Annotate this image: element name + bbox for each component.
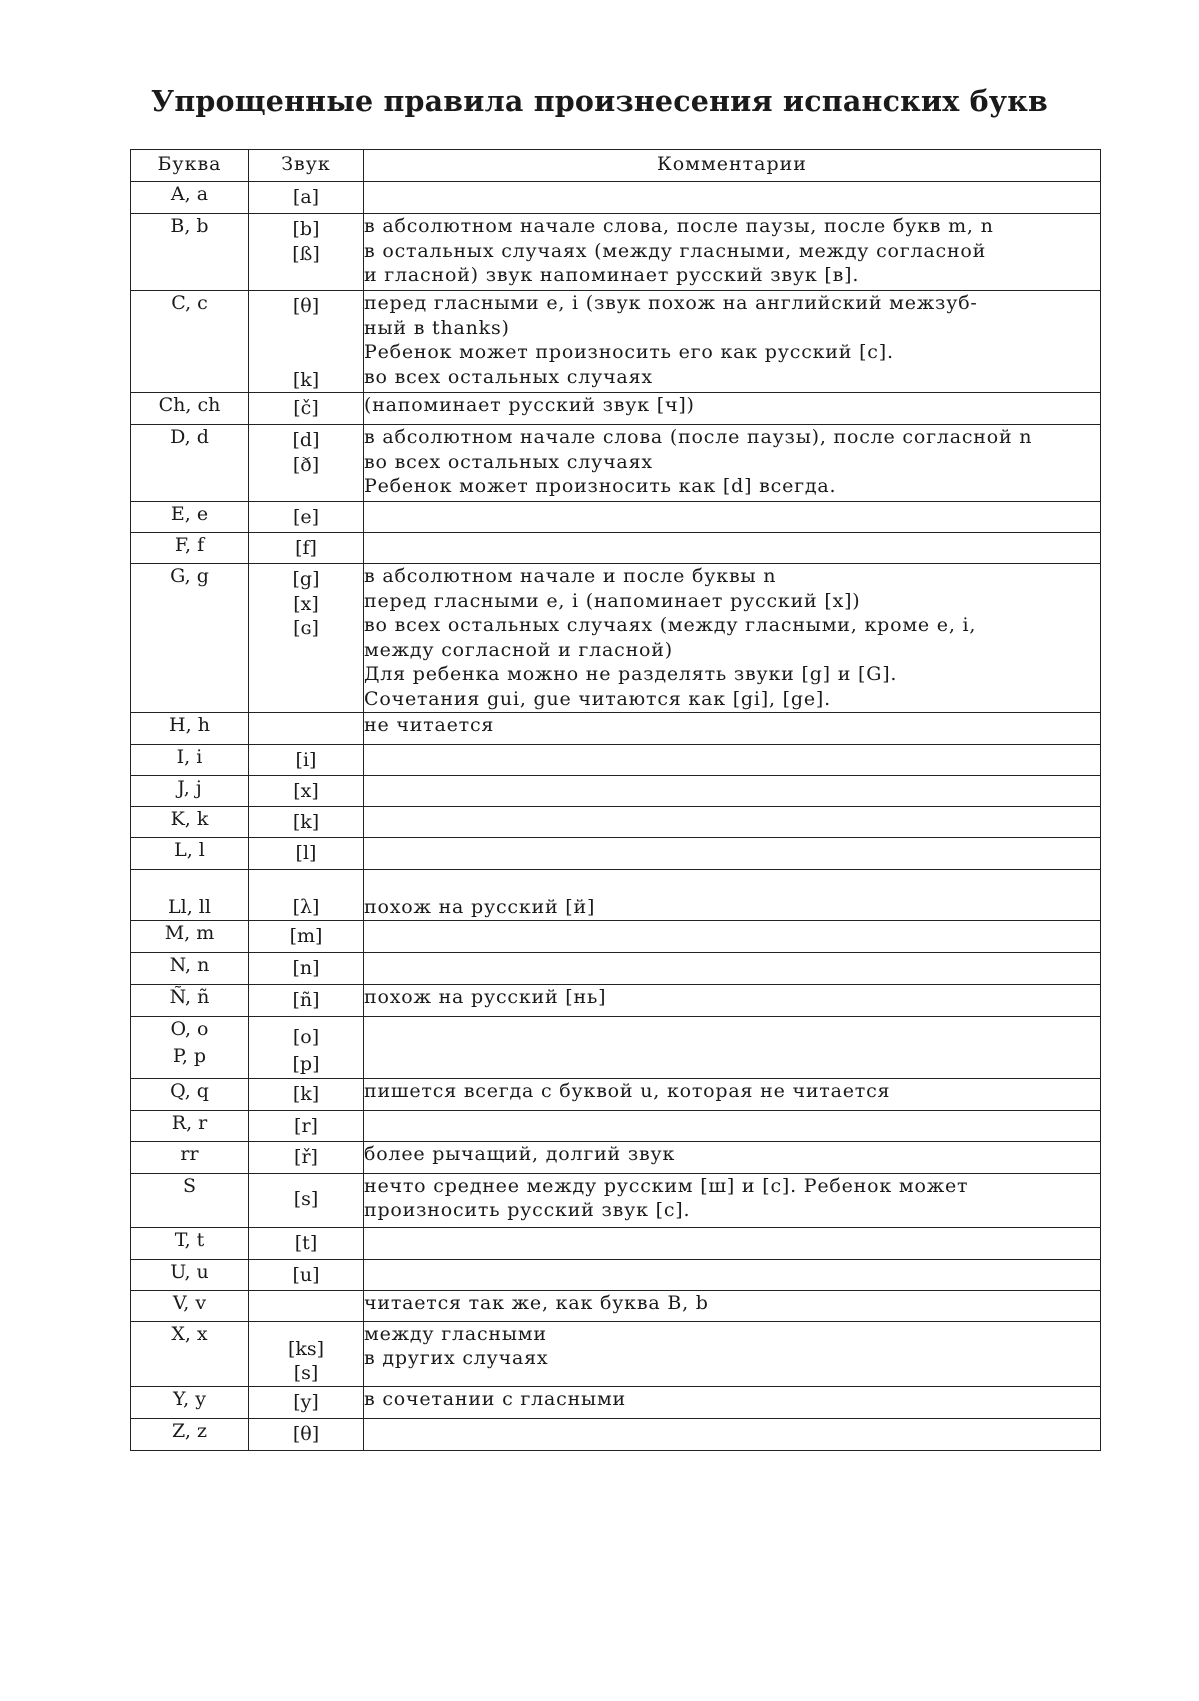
letter-cell	[131, 393, 249, 425]
letter-text: A, a	[170, 183, 209, 205]
sound-cell	[249, 776, 364, 807]
comment-cell	[364, 393, 1101, 425]
letter-cell	[131, 1290, 249, 1321]
comment-line: в сочетании с гласными	[364, 1387, 626, 1410]
sound-cell	[249, 393, 364, 425]
letter-text: G, g	[170, 565, 209, 587]
letter-cell	[131, 1016, 249, 1078]
table-row	[131, 1418, 1101, 1450]
letter-text: Ll, ll	[168, 896, 211, 918]
sound-cell	[249, 1386, 364, 1418]
comment-line: перед гласными e, i (звук похож на английский межзуб-	[364, 292, 978, 314]
comment-line: похож на русский [й]	[364, 896, 596, 918]
comment-cell	[364, 1418, 1101, 1450]
sound-cell	[249, 502, 364, 533]
sound-text: [a]	[292, 186, 320, 208]
table-row	[131, 1173, 1101, 1227]
letter-text: Z, z	[172, 1419, 207, 1442]
letter-text: O, o	[170, 1017, 209, 1040]
letter-cell	[131, 807, 249, 838]
comment-line: и гласной) звук напоминает русский звук [в].	[364, 264, 860, 286]
comment-cell	[364, 1141, 1101, 1173]
comment-cell	[364, 214, 1101, 291]
table-row	[131, 1321, 1101, 1386]
comment-cell	[364, 1386, 1101, 1418]
comment-cell	[364, 1110, 1101, 1141]
letter-text: E, e	[170, 503, 209, 525]
sound-cell	[249, 984, 364, 1016]
letter-cell	[131, 502, 249, 533]
letter-cell	[131, 952, 249, 984]
sound-text: [k]	[292, 1082, 320, 1105]
header-letter: Буква	[131, 150, 249, 182]
letter-text: Y, y	[173, 1387, 206, 1410]
comment-line: между гласными	[364, 1322, 547, 1345]
letter-cell	[131, 776, 249, 807]
table-row	[131, 533, 1101, 564]
header-sound: Звук	[249, 150, 364, 182]
letter-cell	[131, 984, 249, 1016]
comment-cell	[364, 291, 1101, 393]
sound-cell	[249, 1290, 364, 1321]
letter-cell	[131, 291, 249, 393]
table-body	[131, 182, 1101, 1451]
letter-cell	[131, 713, 249, 745]
sound-text: [o]	[292, 1025, 320, 1048]
table-row	[131, 952, 1101, 984]
comment-line: произносить русский звук [с].	[364, 1199, 691, 1221]
letter-text: L, l	[174, 839, 205, 861]
comment-line: в абсолютном начале и после буквы n	[364, 565, 777, 587]
comment-line: в абсолютном начале слова (после паузы), после согласной n	[364, 426, 1033, 448]
letter-text: D, d	[170, 426, 209, 448]
comment-line: Для ребенка можно не разделять звуки [g] и [G].	[364, 663, 898, 685]
table-header-row	[131, 150, 1101, 182]
letter-text: F, f	[174, 534, 205, 556]
letter-text: M, m	[164, 921, 215, 944]
sound-text: [ð]	[292, 453, 320, 476]
table-row	[131, 1141, 1101, 1173]
comment-cell	[364, 776, 1101, 807]
sound-text: [ñ]	[292, 988, 320, 1011]
sound-text: [y]	[293, 1390, 319, 1413]
sound-cell	[249, 1078, 364, 1110]
sound-cell	[249, 952, 364, 984]
letter-cell	[131, 1173, 249, 1227]
comment-line: в других случаях	[364, 1347, 549, 1369]
letter-text: Ñ, ñ	[169, 985, 210, 1008]
sound-text: [λ]	[292, 896, 320, 918]
sound-cell	[249, 920, 364, 952]
comment-line: во всех остальных случаях	[364, 450, 653, 473]
comment-cell	[364, 1321, 1101, 1386]
comment-line: пишется всегда с буквой u, которая не читается	[364, 1079, 891, 1102]
letter-cell	[131, 564, 249, 713]
sound-text: [f]	[295, 537, 317, 559]
letter-text: K, k	[170, 808, 209, 830]
comment-cell	[364, 1227, 1101, 1259]
table-row	[131, 713, 1101, 745]
sound-text: [g]	[292, 568, 320, 590]
sound-text: [r]	[294, 1114, 318, 1137]
sound-cell	[249, 807, 364, 838]
comment-cell	[364, 1016, 1101, 1078]
comment-line: в остальных случаях (между гласными, между согласной	[364, 239, 987, 262]
comment-line: читается так же, как буква B, b	[364, 1291, 709, 1314]
sound-text: [ɢ]	[293, 617, 319, 639]
letter-text: V, v	[172, 1291, 207, 1314]
comment-cell	[364, 838, 1101, 870]
letter-cell	[131, 870, 249, 921]
comment-cell	[364, 807, 1101, 838]
sound-text: [l]	[295, 842, 317, 864]
letter-text: I, i	[176, 746, 203, 768]
comment-line: в абсолютном начале слова, после паузы, после букв m, n	[364, 215, 994, 237]
letter-cell	[131, 920, 249, 952]
letter-text: R, r	[171, 1111, 208, 1134]
table-row	[131, 776, 1101, 807]
comment-cell	[364, 425, 1101, 502]
comment-cell	[364, 502, 1101, 533]
comment-cell	[364, 713, 1101, 745]
comment-cell	[364, 870, 1101, 921]
sound-text: [u]	[292, 1263, 320, 1286]
sound-text: [i]	[295, 749, 317, 771]
sound-text: [n]	[292, 956, 320, 979]
sound-cell	[249, 214, 364, 291]
comment-cell	[364, 564, 1101, 713]
letter-cell	[131, 214, 249, 291]
comment-line: перед гласными e, i (напоминает русский [х])	[364, 589, 861, 612]
letter-text: X, x	[171, 1322, 208, 1345]
table-row	[131, 920, 1101, 952]
table-row	[131, 807, 1101, 838]
comment-cell	[364, 984, 1101, 1016]
sound-text: [č]	[293, 397, 319, 419]
sound-cell	[249, 533, 364, 564]
letter-cell	[131, 1078, 249, 1110]
comment-cell	[364, 920, 1101, 952]
comment-line: между согласной и гласной)	[364, 638, 673, 661]
header-comments: Комментарии	[364, 150, 1101, 182]
page-title: Упрощенные правила произнесения испанских букв	[151, 84, 1048, 118]
comment-cell	[364, 1173, 1101, 1227]
letter-text: H, h	[169, 714, 210, 736]
letter-cell	[131, 1141, 249, 1173]
letter-text: T, t	[174, 1228, 205, 1251]
table-row	[131, 984, 1101, 1016]
letter-text: N, n	[169, 953, 210, 976]
sound-text: [θ]	[292, 295, 320, 317]
sound-cell	[249, 425, 364, 502]
table-row	[131, 838, 1101, 870]
sound-cell	[249, 1173, 364, 1227]
letter-text: rr	[180, 1142, 199, 1165]
table-row	[131, 502, 1101, 533]
table-row	[131, 182, 1101, 214]
sound-cell	[249, 291, 364, 393]
letter-text: U, u	[170, 1260, 209, 1283]
comment-cell	[364, 533, 1101, 564]
sound-cell	[249, 870, 364, 921]
sound-cell	[249, 1141, 364, 1173]
table-row	[131, 1110, 1101, 1141]
sound-text: [b]	[292, 218, 320, 240]
sound-text: [e]	[292, 506, 320, 528]
sound-text: [s]	[293, 1187, 319, 1210]
letter-cell	[131, 1321, 249, 1386]
comment-cell	[364, 182, 1101, 214]
sound-text: [ks]	[287, 1337, 325, 1360]
comment-cell	[364, 1078, 1101, 1110]
sound-cell	[249, 838, 364, 870]
comment-cell	[364, 1259, 1101, 1290]
sound-text: [x]	[293, 592, 319, 615]
sound-cell	[249, 1227, 364, 1259]
letter-cell	[131, 182, 249, 214]
table-row	[131, 1259, 1101, 1290]
letter-cell	[131, 533, 249, 564]
table-row	[131, 1078, 1101, 1110]
sound-text: [θ]	[292, 1422, 320, 1445]
sound-text: [k]	[292, 811, 320, 833]
sound-cell	[249, 564, 364, 713]
letter-text: P, p	[172, 1045, 207, 1067]
letter-cell	[131, 1227, 249, 1259]
table-row	[131, 1386, 1101, 1418]
table-row	[131, 1290, 1101, 1321]
sound-cell	[249, 745, 364, 776]
table-row	[131, 745, 1101, 776]
spacer	[249, 319, 363, 344]
letter-cell	[131, 425, 249, 502]
letter-cell	[131, 745, 249, 776]
sound-cell	[249, 1259, 364, 1290]
comment-line: нечто среднее между русским [ш] и [с]. Ребенок может	[364, 1174, 969, 1197]
letter-cell	[131, 1110, 249, 1141]
letter-text: Q, q	[170, 1079, 209, 1102]
comment-line: более рычащий, долгий звук	[364, 1142, 676, 1165]
comment-line: во всех остальных случаях	[364, 365, 653, 388]
sound-cell	[249, 182, 364, 214]
sound-text: [d]	[292, 429, 320, 451]
letter-text: C, c	[171, 292, 208, 314]
comment-line: Ребенок может произносить его как русский [с].	[364, 341, 894, 363]
sound-cell	[249, 713, 364, 745]
letter-cell	[131, 1418, 249, 1450]
table-row	[131, 393, 1101, 425]
letter-text: B, b	[170, 215, 209, 237]
sound-cell	[249, 1321, 364, 1386]
spacer	[249, 343, 363, 368]
letter-cell	[131, 1386, 249, 1418]
sound-text: [x]	[293, 780, 319, 802]
sound-text: [p]	[292, 1053, 320, 1075]
sound-text: [s]	[293, 1362, 319, 1384]
comment-cell	[364, 1290, 1101, 1321]
pronunciation-table	[130, 149, 1101, 1451]
comment-cell	[364, 952, 1101, 984]
table-row	[131, 564, 1101, 713]
table-row	[131, 214, 1101, 291]
table-row	[131, 291, 1101, 393]
comment-line: Ребенок может произносить как [d] всегда.	[364, 475, 837, 497]
sound-text: [ß]	[292, 242, 320, 265]
letter-text: Ch, ch	[158, 394, 221, 416]
comment-line: Сочетания gui, gue читаются как [gi], [ge].	[364, 687, 831, 710]
comment-line: не читается	[364, 714, 495, 736]
sound-text: [m]	[289, 924, 323, 947]
comment-cell	[364, 745, 1101, 776]
comment-line: во всех остальных случаях (между гласными, кроме e, i,	[364, 614, 977, 636]
table-row	[131, 1227, 1101, 1259]
sound-text: [k]	[292, 368, 320, 391]
comment-line: похож на русский [нь]	[364, 985, 607, 1008]
letter-text: J, j	[177, 777, 202, 799]
comment-line: (напоминает русский звук [ч])	[364, 394, 695, 416]
letter-cell	[131, 1259, 249, 1290]
sound-text: [t]	[294, 1231, 318, 1254]
table-row	[131, 1016, 1101, 1078]
sound-text: [ř]	[294, 1145, 318, 1168]
table-row	[131, 425, 1101, 502]
sound-cell	[249, 1110, 364, 1141]
table-row	[131, 870, 1101, 921]
letter-cell	[131, 838, 249, 870]
sound-cell	[249, 1016, 364, 1078]
sound-cell	[249, 1418, 364, 1450]
letter-text: S	[182, 1174, 197, 1197]
comment-line: ный в thanks)	[364, 316, 510, 339]
